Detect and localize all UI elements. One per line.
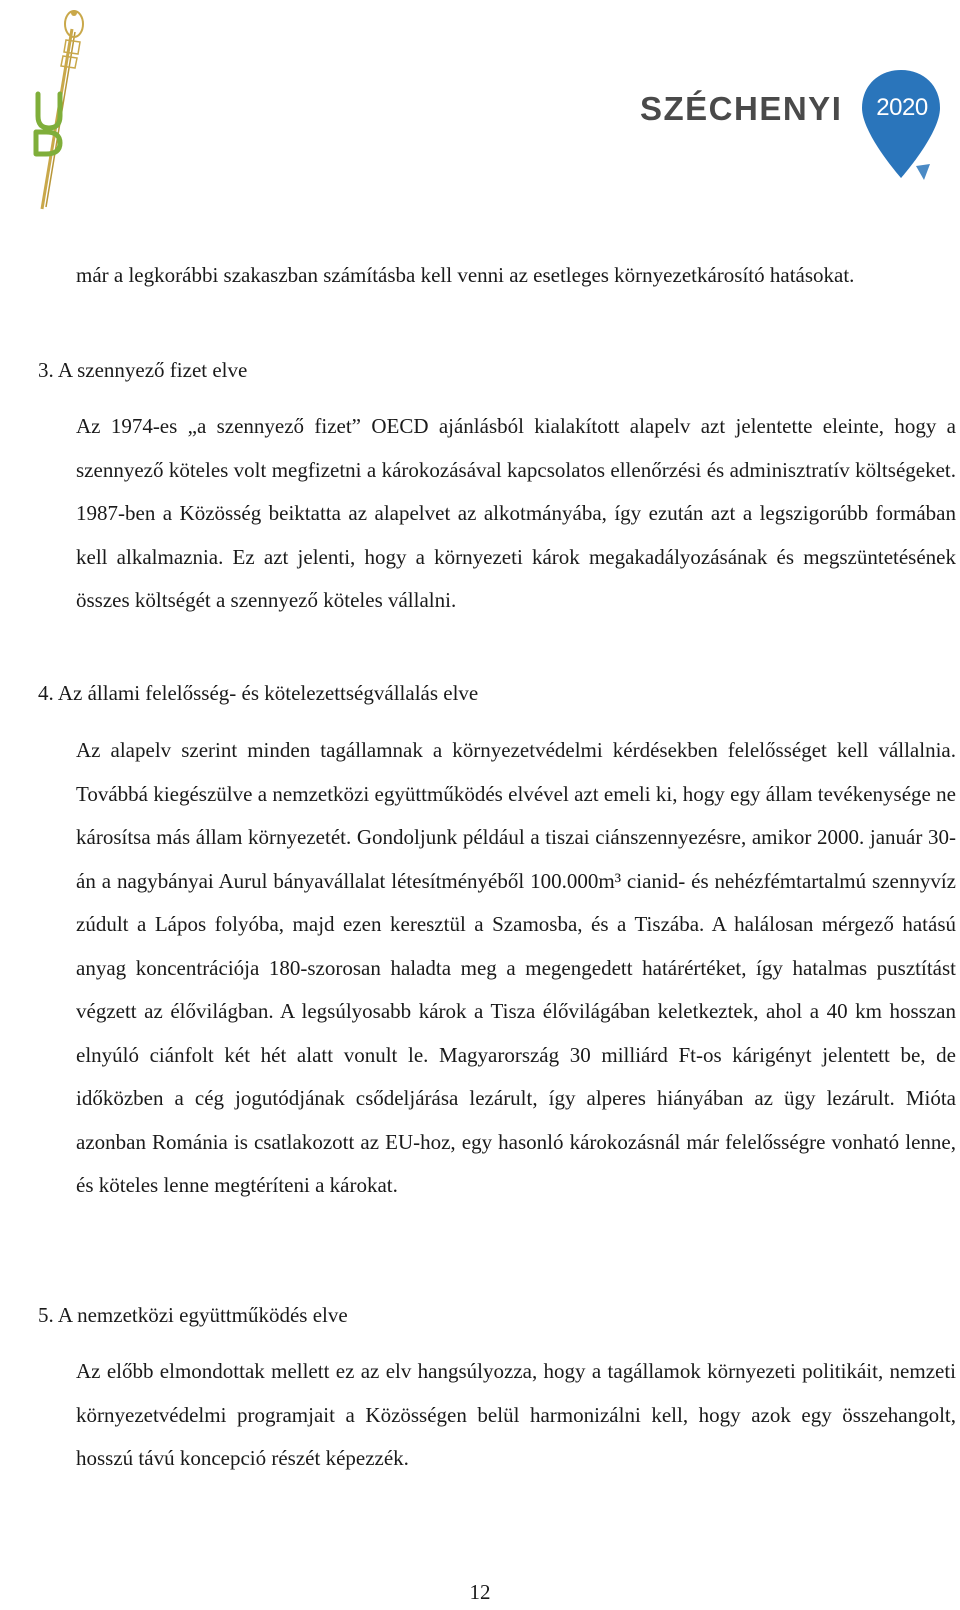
section-heading-3: 3. A szennyező fizet elve [38,358,248,382]
map-pin-icon [858,68,944,183]
paragraph-section-3: Az 1974-es „a szennyező fizet” OECD ajánlásból kialakított alapelv azt jelentette eleinte, hogy a szennyező köteles volt megfizetni a károkozásával kapcsolatos ellenőrzési és adminisztratív költségeket. 1987-ben a Közösség beiktatta az alapelvet az alkotmányába, így ezután azt a legszigorúbb formában kell alkalmaznia. Ez azt jelenti, hogy a környezeti károk megakadályozásának és megszüntetésének összes költségét a szennyező köteles vállalni. [76,414,956,612]
szechenyi-2020-logo [640,68,945,183]
university-logo [14,4,94,214]
szechenyi-year: 2020 [876,94,928,121]
university-emblem-icon [14,4,94,214]
paragraph-section-5: Az előbb elmondottak mellett ez az elv hangsúlyozza, hogy a tagállamok környezeti politikáit, nemzeti környezetvédelmi programjait a Közösségen belül harmonizálni kell, hogy azok egy összehangolt, hosszú távú koncepció részét képezzék. [76,1359,956,1470]
section-heading-5: 5. A nemzetközi együttműködés elve [38,1303,348,1327]
paragraph-intro: már a legkorábbi szakaszban számításba kell venni az esetleges környezetkárosító hatásokat. [76,263,855,287]
paragraph-section-4: Az alapelv szerint minden tagállamnak a környezetvédelmi kérdésekben felelősséget kell vállalnia. Továbbá kiegészülve a nemzetközi együttműködés elvével azt emeli ki, hogy egy állam tevékenysége ne károsítsa más állam környezetét. Gondoljunk például a tiszai ciánszennyezésre, amikor 2000. január 30-án a nagybányai Aurul bányavállalat létesítményéből 100.000m³ cianid- és nehézfémtartalmú szennyvíz zúdult a Lápos folyóba, majd ezen keresztül a Szamosba, és a Tiszába. A halálosan mérgező hatású anyag koncentrációja 180-szorosan haladta meg a megengedett határértéket, így hatalmas pusztítást végzett az élővilágban. A legsúlyosabb károk a Tisza élővilágában keletkeztek, ahol a 40 km hosszan elnyúló ciánfolt két hét alatt vonult le. Magyarország 30 milliárd Ft-os kárigényt jelentett be, de időközben a cég jogutódjának csődeljárása lezárult, így alperes hiányában az ügy lezárult. Mióta azonban Románia is csatlakozott az EU-hoz, egy hasonló károkozásnál már felelősségre vonható lenne, és köteles lenne megtéríteni a károkat. [76,738,956,1197]
page-number: 12 [469,1580,491,1604]
szechenyi-wordmark: SZÉCHENYI [640,90,843,127]
section-heading-4: 4. Az állami felelősség- és kötelezettségvállalás elve [38,681,479,705]
